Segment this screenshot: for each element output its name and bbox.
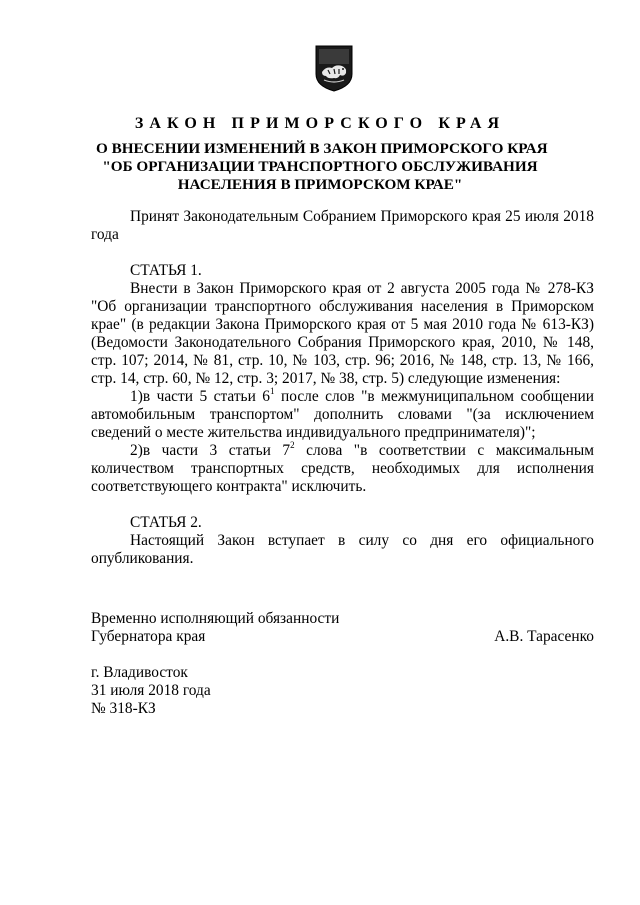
article-1-intro: Внести в Закон Приморского края от 2 августа 2005 года № 278-КЗ "Об организации транспортного обслуживания населения в Приморском крае" (в редакции Закона Приморского края от 5 мая 2010 года № 613-КЗ) (Ведомости Законодательного Собрания Приморского края, 2010, № 148, стр. 107; 2014, № 81, стр. 10, № 103, стр. 96; 2016, № 148, стр. 13, № 166, стр. 14, стр. 60, № 12, стр. 3; 2017, № 38, стр. 5) следующие изменения: [91, 280, 594, 387]
law-subtitle [96, 140, 548, 194]
signature-block [91, 610, 594, 646]
signatory-position: Временно исполняющий обязанности [91, 610, 340, 627]
subtitle-line: НАСЕЛЕНИЯ В ПРИМОРСКОМ КРАЕ" [177, 176, 463, 193]
law-title: ЗАКОН ПРИМОРСКОГО КРАЯ [134, 115, 506, 132]
signatory-name: А.В. Тарасенко [494, 628, 594, 645]
subtitle-line: О ВНЕСЕНИИ ИЗМЕНЕНИЙ В ЗАКОН ПРИМОРСКОГО КРАЯ [96, 140, 548, 157]
adoption-statement: Принят Законодательным Собранием Приморского края 25 июля 2018 года [91, 208, 594, 243]
subtitle-line: "ОБ ОРГАНИЗАЦИИ ТРАНСПОРТНОГО ОБСЛУЖИВАНИЯ [102, 158, 538, 175]
document-footer [91, 664, 391, 718]
issue-date: 31 июля 2018 года [91, 682, 211, 699]
article-2-heading: СТАТЬЯ 2. [130, 514, 202, 531]
law-body [91, 208, 594, 568]
law-number: № 318-КЗ [91, 700, 156, 717]
signatory-position-cont: Губернатора края [91, 628, 206, 645]
primorsky-coat-of-arms-icon [314, 44, 354, 92]
article-1-item-1: 1)в части 5 статьи $6^1$ после слов "в межмуниципальном сообщении автомобильным транспортом" дополнить словами "(за исключением сведений о месте жительства индивидуального предпринимателя)"; [91, 385, 594, 441]
article-2-text: Настоящий Закон вступает в силу со дня его официального опубликования. [91, 532, 594, 567]
article-1-heading: СТАТЬЯ 1. [130, 262, 202, 279]
article-1-item-2: 2)в части 3 статьи $7^2$ слова "в соответствии с максимальным количеством транспортных средств, необходимых для исполнения соответствующего контракта" исключить. [91, 439, 594, 495]
issue-city: г. Владивосток [91, 664, 188, 681]
